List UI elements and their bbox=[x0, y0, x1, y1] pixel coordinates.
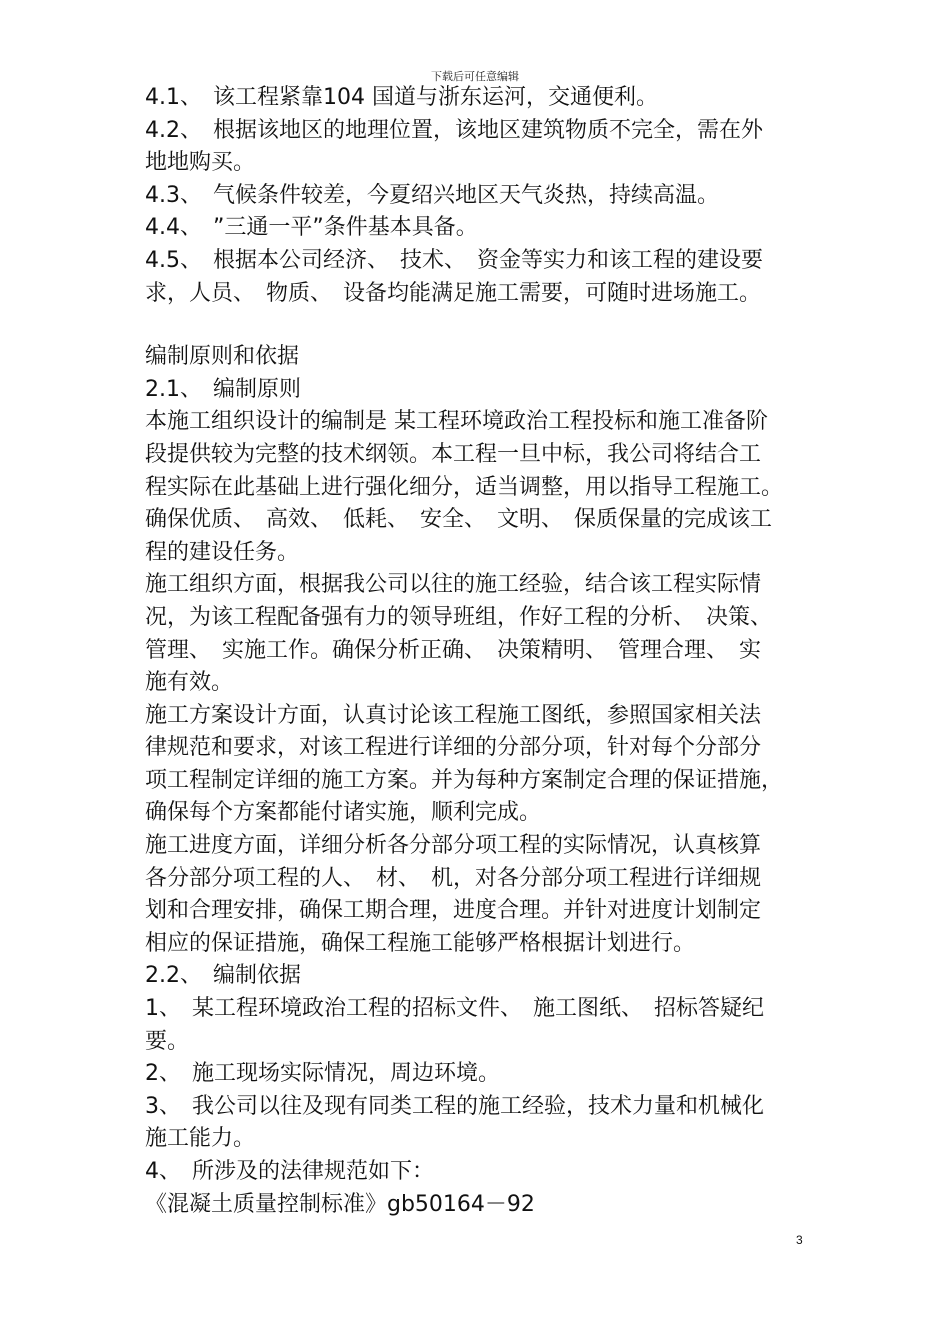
document-body bbox=[145, 82, 825, 1221]
paragraph-line: 施有效。 bbox=[145, 670, 234, 696]
paragraph-line: 各分部分项工程的人、 材、 机，对各分部分项工程进行详细规 bbox=[145, 865, 762, 891]
paragraph-line: 4.5、 根据本公司经济、 技术、 资金等实力和该工程的建设要 bbox=[145, 247, 763, 273]
page-number: 3 bbox=[796, 1233, 803, 1247]
paragraph-line: 况，为该工程配备强有力的领导班组，作好工程的分析、 决策、 bbox=[145, 604, 773, 630]
paragraph-line: 确保优质、 高效、 低耗、 安全、 文明、 保质保量的完成该工 bbox=[145, 507, 773, 533]
list-item: 3、 我公司以往及现有同类工程的施工经验，技术力量和机械化 bbox=[145, 1093, 764, 1119]
paragraph-line: 程实际在此基础上进行强化细分，适当调整，用以指导工程施工。 bbox=[145, 474, 784, 500]
list-item: 2、 施工现场实际情况，周边环境。 bbox=[145, 1061, 500, 1087]
paragraph-line: 4.1、 该工程紧靠104 国道与浙东运河，交通便利。 bbox=[145, 85, 658, 110]
paragraph-line: 划和合理安排，确保工期合理，进度合理。并针对进度计划制定 bbox=[145, 898, 762, 924]
paragraph-line: 本施工组织设计的编制是 某工程环境政治工程投标和施工准备阶 bbox=[145, 409, 768, 435]
paragraph-line: 施工方案设计方面，认真讨论该工程施工图纸，参照国家相关法 bbox=[145, 702, 762, 728]
list-item: 1、 某工程环境政治工程的招标文件、 施工图纸、 招标答疑纪 bbox=[145, 996, 764, 1022]
standard-reference: 《混凝土质量控制标准》gb50164－92 bbox=[145, 1191, 535, 1217]
section-spacer bbox=[145, 310, 825, 341]
paragraph-line: 施工组织方面，根据我公司以往的施工经验，结合该工程实际情 bbox=[145, 572, 762, 598]
list-item: 施工能力。 bbox=[145, 1126, 256, 1152]
paragraph-line: 求，人员、 物质、 设备均能满足施工需要，可随时进场施工。 bbox=[145, 280, 762, 306]
page-header: 下载后可任意编辑 bbox=[431, 70, 519, 83]
subsection-heading: 2.1、 编制原则 bbox=[145, 376, 301, 402]
paragraph-line: 程的建设任务。 bbox=[145, 539, 300, 565]
section-principles-basis bbox=[145, 341, 825, 1221]
list-item: 要。 bbox=[145, 1028, 190, 1054]
paragraph-line: 段提供较为完整的技术纲领。本工程一旦中标，我公司将结合工 bbox=[145, 441, 762, 467]
paragraph-line: 施工进度方面，详细分析各分部分项工程的实际情况，认真核算 bbox=[145, 833, 762, 859]
paragraph-line: 确保每个方案都能付诸实施，顺利完成。 bbox=[145, 800, 542, 826]
paragraph-line: 4.3、 气候条件较差，今夏绍兴地区天气炎热，持续高温。 bbox=[145, 182, 719, 208]
paragraph-line: 相应的保证措施，确保工程施工能够严格根据计划进行。 bbox=[145, 930, 696, 956]
section-site-conditions bbox=[145, 82, 825, 310]
paragraph-line: 4.2、 根据该地区的地理位置，该地区建筑物质不完全，需在外 bbox=[145, 117, 763, 143]
section-heading: 编制原则和依据 bbox=[145, 344, 300, 370]
subsection-heading: 2.2、 编制依据 bbox=[145, 963, 301, 989]
paragraph-line: 管理、 实施工作。确保分析正确、 决策精明、 管理合理、 实 bbox=[145, 637, 762, 663]
paragraph-line: 4.4、 ”三通一平”条件基本具备。 bbox=[145, 215, 478, 241]
paragraph-line: 项工程制定详细的施工方案。并为每种方案制定合理的保证措施， bbox=[145, 767, 784, 793]
list-item: 4、 所涉及的法律规范如下： bbox=[145, 1159, 434, 1184]
paragraph-line: 律规范和要求，对该工程进行详细的分部分项，针对每个分部分 bbox=[145, 735, 762, 761]
paragraph-line: 地地购买。 bbox=[145, 150, 256, 176]
